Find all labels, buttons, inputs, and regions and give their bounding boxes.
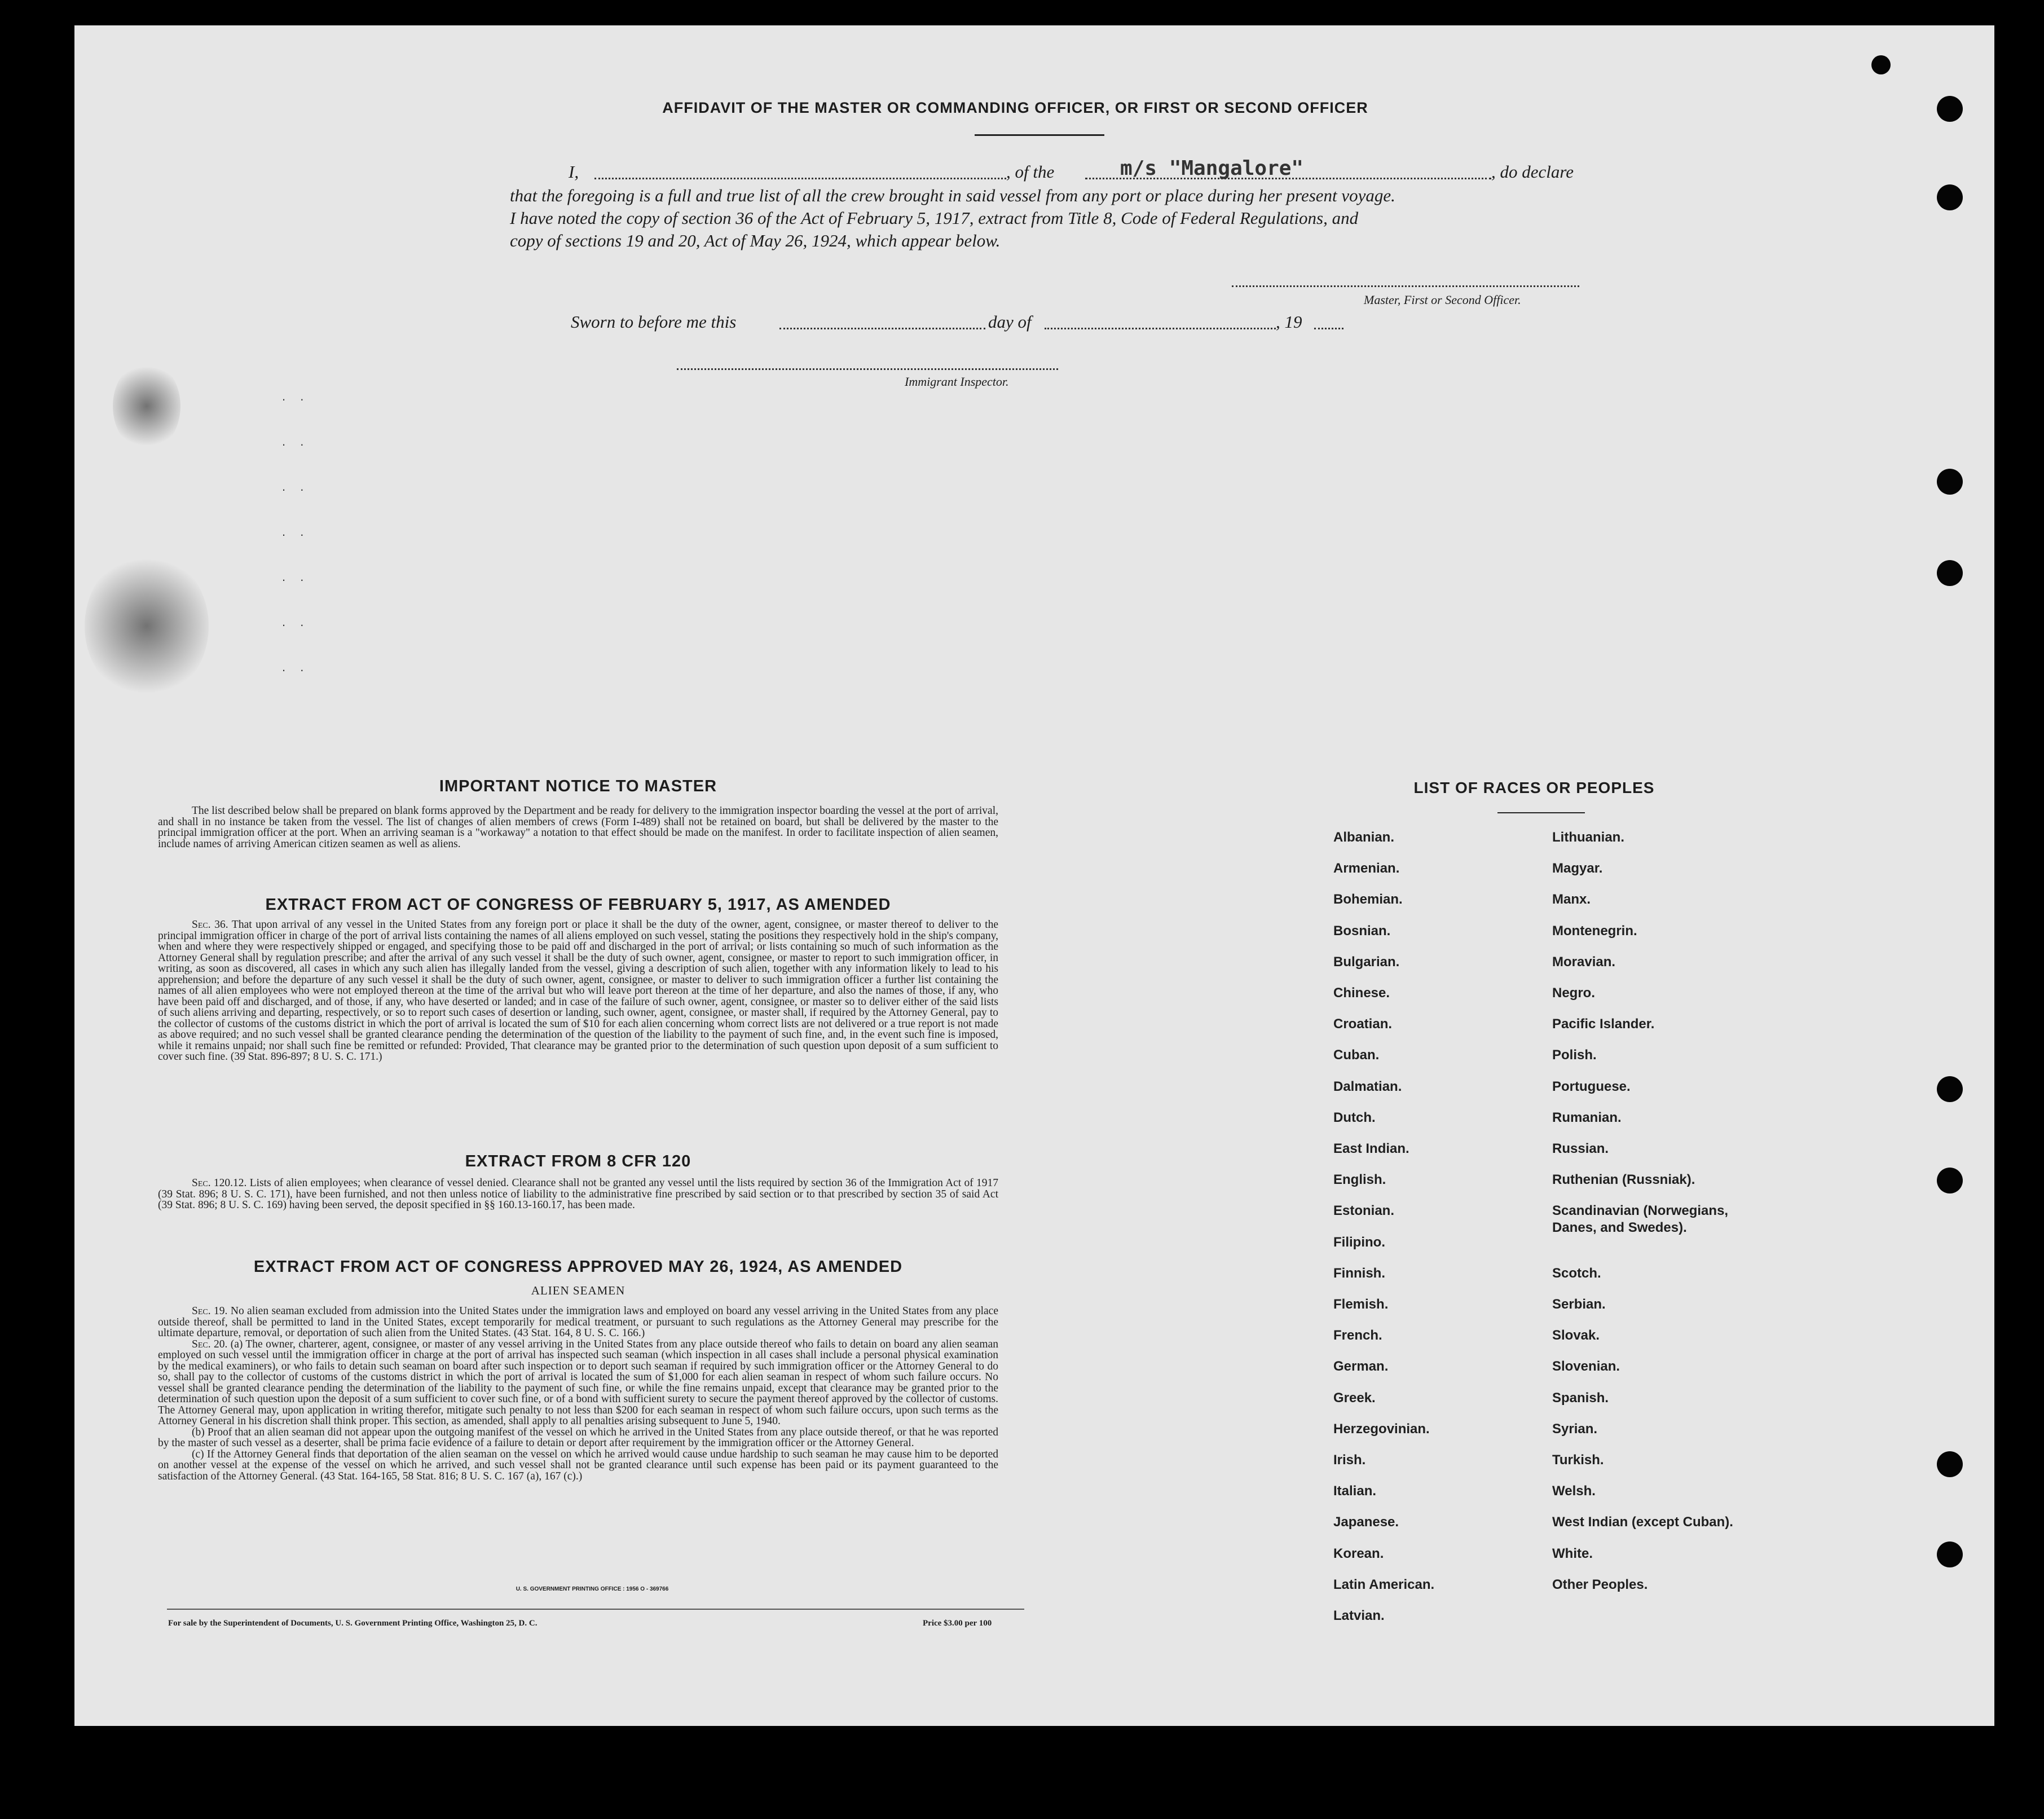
race-item: Pacific Islander.: [1552, 1016, 1655, 1032]
footer-price: Price $3.00 per 100: [923, 1619, 992, 1628]
sec-36-body: That upon arrival of any vessel in the United States from any foreign port or place it shall be the duty of the owner, agent, consignee, or master thereof to deliver to the principal immigration officer in charge of the port of arrival lists containing the names of all aliens employed on such vessel, stating the positions they respectively hold in the ship's company, when and where they were respectively shipped or engaged, and specifying those to be paid off and discharged in the port of arrival; or lists containing so much of such information as the Attorney General shall by regulation prescribe; and after the arrival of any such vessel it shall be the duty of such owner, agent, consignee, or master to report to such immigration officer, in writing, as soon as discovered, all cases in which any such alien has illegally landed from the vessel, giving a description of such alien, together with any information likely to lead to his apprehension; and before the departure of any such vessel it shall be the duty of such owner, agent, consignee, or master to deliver to such immigration officer a further list containing the names of all alien employees who were not employed thereon at the time of the arrival but who will leave port thereon at the time of her departure, and also the names of those, if any, who have been paid off and discharged, and of those, if any, who have deserted or landed; and in case of the failure of such owner, agent, consignee, or master so to deliver either of the said lists of such aliens arriving and departing, respectively, or so to report such cases of desertion or landing, such owner, agent, consignee, or master shall, if required by the Attorney General, pay to the collector of customs of the customs district in which the port of arrival is located the sum of $10 for each alien concerning whom correct lists are not delivered or a true report is not made as above required; and no such vessel shall be granted clearance pending the determination of the question of the liability to the payment of such fine, and, in the event such fine is imposed, while it remains unpaid; nor shall such fine be remitted or refunded: Provided, That clearance may be granted prior to the determination of such question upon deposit of a sum sufficient to cover such fine. (39 Stat. 896-897; 8 U. S. C. 171.): [158, 919, 998, 1063]
sec-120-body: Lists of alien employees; when clearance of vessel denied. Clearance shall not be granted any vessel until the lists required by section 36 of the Immigration Act of 1917 (39 Stat. 896; 8 U. S. C. 171), have been furnished, and not then unless notice of liability to the administrative fine prescribed by said section or to that prescribed by section 35 of said Act (39 Stat. 896; 8 U. S. C. 169) having been served, the deposit specified in §§ 160.13-160.17, has been made.: [158, 1177, 998, 1211]
race-item: Bulgarian.: [1333, 954, 1400, 970]
signature-line[interactable]: [1232, 285, 1579, 287]
extract-1917-text: [158, 919, 998, 1063]
punch-hole: [1871, 55, 1891, 74]
race-item: Filipino.: [1333, 1234, 1385, 1250]
race-item: Dalmatian.: [1333, 1078, 1402, 1094]
punch-hole: [1937, 1168, 1963, 1193]
binding-dots: . .: [282, 525, 310, 539]
race-item: Dutch.: [1333, 1109, 1376, 1125]
race-item: Spanish.: [1552, 1390, 1609, 1406]
races-column-2: [1552, 829, 1812, 1630]
race-item: Bosnian.: [1333, 923, 1391, 939]
sec-36-label: Sec. 36.: [192, 919, 228, 931]
extract-cfr-title: EXTRACT FROM 8 CFR 120: [465, 1152, 691, 1170]
sec-120-label: Sec. 120.12.: [192, 1177, 247, 1189]
race-item: Montenegrin.: [1552, 923, 1637, 939]
sworn-line: [571, 311, 1360, 333]
sworn-month-field[interactable]: [1045, 328, 1276, 329]
race-item: Croatian.: [1333, 1016, 1393, 1032]
race-item: Lithuanian.: [1552, 830, 1624, 845]
extract-1917-title: EXTRACT FROM ACT OF CONGRESS OF FEBRUARY 5, 1917, AS AMENDED: [265, 896, 891, 914]
officer-name-field[interactable]: [594, 178, 1006, 179]
race-item: Bohemian.: [1333, 892, 1403, 908]
sec-20c-body: (c) If the Attorney General finds that deportation of the alien seaman on the vessel on which he arrived would cause undue hardship to such seaman he may cause him to be deported on another vessel at the expense of the vessel on which he arrived, and such vessel shall not be granted clearance until such expense has been paid or its payment guaranteed to the satisfaction of the Attorney General. (43 Stat. 164-165, 58 Stat. 816; 8 U. S. C. 167 (a), 167 (c).): [158, 1448, 998, 1482]
vessel-name: m/s "Mangalore": [1120, 157, 1304, 180]
race-item: West Indian (except Cuban).: [1552, 1514, 1733, 1530]
affidavit-line-4: copy of sections 19 and 20, Act of May 26, 1924, which appear below.: [510, 231, 1001, 250]
race-item: Serbian.: [1552, 1297, 1606, 1312]
affidavit-line-3: I have noted the copy of section 36 of the Act of February 5, 1917, extract from Title 8, Code of Federal Regulations, and: [510, 208, 1359, 228]
sec-19-body: No alien seaman excluded from admission into the United States under the immigration laws and employed on board any vessel arriving in the United States from any place outside thereof, shall be permitted to land in the United States, except temporarily for medical treatment, or pursuant to such regulations as the Attorney General may prescribe for the ultimate departure, removal, or deportation of such alien from the United States. (43 Stat. 164, 8 U. S. C. 166.): [158, 1305, 998, 1339]
inspector-caption: Immigrant Inspector.: [905, 375, 1009, 389]
race-item: Latin American.: [1333, 1576, 1435, 1592]
day-of-label: day of: [988, 312, 1032, 332]
race-item: Japanese.: [1333, 1514, 1399, 1530]
punch-hole: [1937, 560, 1963, 586]
race-item: Ruthenian (Russniak).: [1552, 1172, 1695, 1188]
race-item: Italian.: [1333, 1483, 1377, 1499]
affidavit-line-2: that the foregoing is a full and true list of all the crew brought in said vessel from any port or place during her present voyage.: [510, 186, 1395, 205]
punch-hole: [1937, 1451, 1963, 1477]
race-item: Slovenian.: [1552, 1359, 1620, 1375]
races-title: LIST OF RACES OR PEOPLES: [1413, 779, 1655, 796]
race-item: Korean.: [1333, 1545, 1384, 1561]
year-label: , 19: [1276, 312, 1302, 332]
race-item: Manx.: [1552, 892, 1591, 908]
sworn-label: Sworn to before me this: [571, 312, 737, 332]
extract-1924-title: EXTRACT FROM ACT OF CONGRESS APPROVED MAY 26, 1924, AS AMENDED: [253, 1258, 903, 1276]
race-item: Estonian.: [1333, 1203, 1395, 1219]
race-item: Scotch.: [1552, 1265, 1601, 1281]
race-item: Polish.: [1552, 1047, 1597, 1063]
punch-hole: [1937, 96, 1963, 122]
signature-caption: Master, First or Second Officer.: [1364, 293, 1521, 307]
race-item: Irish.: [1333, 1452, 1366, 1468]
extract-cfr-text: [158, 1178, 998, 1211]
race-item: Rumanian.: [1552, 1109, 1622, 1125]
race-item: Armenian.: [1333, 861, 1400, 877]
race-item: Greek.: [1333, 1390, 1376, 1406]
binding-dots: . .: [282, 434, 310, 448]
extract-1924-text: [158, 1306, 998, 1482]
punch-hole: [1937, 184, 1963, 210]
race-item: French.: [1333, 1328, 1382, 1344]
of-the-label: , of the: [1006, 162, 1055, 182]
race-item: Syrian.: [1552, 1421, 1598, 1437]
title-underline: [975, 134, 1104, 136]
race-item: Cuban.: [1333, 1047, 1380, 1063]
footer-rule: [167, 1609, 1024, 1610]
race-item: East Indian.: [1333, 1141, 1409, 1156]
alien-seamen-subtitle: ALIEN SEAMEN: [531, 1284, 625, 1297]
punch-hole: [1937, 1076, 1963, 1102]
punch-hole: [1937, 469, 1963, 495]
gpo-imprint: U. S. GOVERNMENT PRINTING OFFICE : 1956 O - 369766: [516, 1586, 669, 1592]
stain-mark: [113, 361, 180, 451]
races-column-1: [1333, 829, 1536, 1630]
sec-20b-body: (b) Proof that an alien seaman did not appear upon the outgoing manifest of the vessel on which he arrived in the United States from any place outside thereof, or that he was reported by the master of such vessel as a deserter, shall be prima facie evidence of a failure to detain or deport after requirement by the immigration officer or the Attorney General.: [158, 1426, 998, 1449]
binding-dots: . .: [282, 479, 310, 494]
footer-sale-note: For sale by the Superintendent of Documents, U. S. Government Printing Office, Washington 25, D. C.: [168, 1619, 538, 1628]
binding-dots: . .: [282, 570, 310, 584]
race-item: Welsh.: [1552, 1483, 1596, 1499]
affidavit-line-1: [569, 157, 1589, 183]
sworn-day-field[interactable]: [779, 328, 985, 329]
race-item: Scandinavian (Norwegians, Danes, and Swedes).: [1552, 1203, 1729, 1236]
race-item: Finnish.: [1333, 1265, 1385, 1281]
races-title-underline: [1497, 812, 1585, 813]
sec-19-label: Sec. 19.: [192, 1305, 228, 1317]
race-item: Russian.: [1552, 1141, 1609, 1156]
race-item: Chinese.: [1333, 985, 1390, 1001]
sec-20a-body: (a) The owner, charterer, agent, consignee, or master of any vessel arriving in the United States from any place outside thereof who fails to detain on board any alien seaman employed on such vessel until the immigration officer in charge at the port of arrival has inspected such seaman (which inspection in all cases shall include a personal physical examination by the medical examiners), or who fails to detain such seaman on board after such inspection or to deport such seaman if required by such immigration officer or the Attorney General to do so, shall pay to the collector of customs of the customs district in which the port of arrival is located the sum of $1,000 for each alien seaman in respect of whom such failure occurs. No vessel shall be granted clearance pending the determination of the liability to the payment of such fine, or while the fine remains unpaid, except that clearance may be granted prior to the determination of such question upon the deposit of a sum sufficient to cover such fine, or of a bond with sufficient surety to secure the payment thereof approved by the collector of customs. The Attorney General may, upon application in writing therefor, mitigate such penalty to not less than $200 for each seaman in respect of whom such failure occurs, upon such terms as the Attorney General in his discretion shall think proper. This section, as amended, shall apply to all penalties arising subsequent to June 5, 1940.: [158, 1338, 998, 1427]
race-item: Magyar.: [1552, 861, 1603, 877]
race-item: Herzegovinian.: [1333, 1421, 1430, 1437]
race-item: Moravian.: [1552, 954, 1616, 970]
race-item: German.: [1333, 1359, 1389, 1375]
binding-dots: . .: [282, 389, 310, 403]
punch-hole: [1937, 1541, 1963, 1567]
race-item: Portuguese.: [1552, 1078, 1631, 1094]
race-item: Slovak.: [1552, 1328, 1600, 1344]
sec-20-label: Sec. 20.: [192, 1338, 228, 1350]
race-item: Flemish.: [1333, 1297, 1389, 1312]
sworn-year-field[interactable]: [1314, 328, 1343, 329]
race-item: English.: [1333, 1172, 1386, 1188]
race-item: Albanian.: [1333, 830, 1395, 845]
binding-dots: . .: [282, 615, 310, 629]
i-label: I,: [569, 162, 579, 182]
notice-text: The list described below shall be prepared on blank forms approved by the Department and be ready for delivery to the immigration inspector boarding the vessel at the port of arrival, and shall in no instance be taken from the vessel. The list of changes of alien members of crews (Form I-489) shall not be retained on board, but shall be delivered by the master to the principal immigration officer at the port. When an arriving seaman is a "workaway" a notation to that effect should be made on the manifest. In order to facilitate inspection of alien seamen, include names of arriving American citizen seamen as well as aliens.: [158, 805, 998, 850]
do-declare-label: , do declare: [1491, 162, 1574, 182]
affidavit-title: AFFIDAVIT OF THE MASTER OR COMMANDING OFFICER, OR FIRST OR SECOND OFFICER: [662, 99, 1368, 116]
inspector-signature-line[interactable]: [677, 368, 1058, 370]
race-item: White.: [1552, 1545, 1593, 1561]
race-item: Negro.: [1552, 985, 1596, 1001]
binding-dots: . .: [282, 660, 310, 674]
stain-mark: [85, 553, 209, 699]
race-item: Other Peoples.: [1552, 1576, 1648, 1592]
notice-title: IMPORTANT NOTICE TO MASTER: [439, 777, 717, 795]
race-item: Turkish.: [1552, 1452, 1604, 1468]
race-item: Latvian.: [1333, 1608, 1385, 1623]
